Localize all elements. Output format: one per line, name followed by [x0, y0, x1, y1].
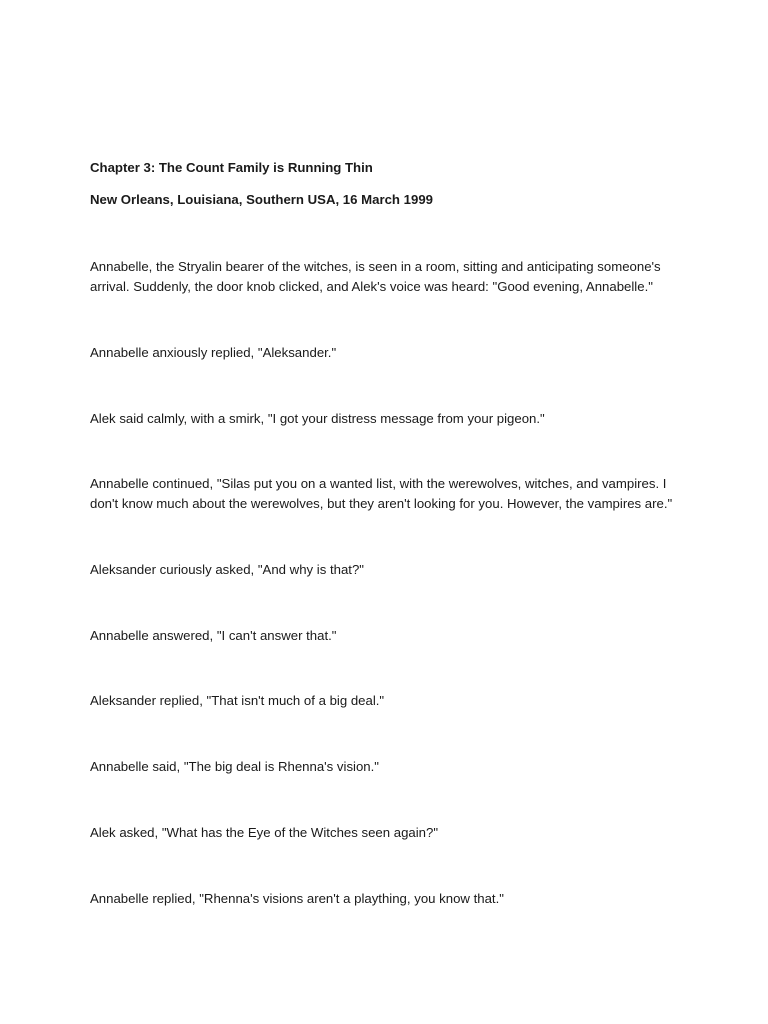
paragraph: Aleksander curiously asked, "And why is that?" — [90, 562, 364, 577]
paragraph: Alek asked, "What has the Eye of the Witches seen again?" — [90, 825, 439, 840]
paragraph: Annabelle said, "The big deal is Rhenna's vision." — [90, 759, 379, 774]
paragraph: Annabelle anxiously replied, "Aleksander." — [90, 345, 337, 360]
paragraph: Annabelle, the Stryalin bearer of the witches, is seen in a room, sitting and anticipating someone's arrival. Suddenly, the door knob clicked, and Alek's voice was heard: "Good evening, Annabelle." — [90, 259, 661, 294]
location-date-heading: New Orleans, Louisiana, Southern USA, 16 March 1999 — [90, 192, 433, 207]
paragraph: Aleksander replied, "That isn't much of a big deal." — [90, 693, 385, 708]
chapter-title: Chapter 3: The Count Family is Running Thin — [90, 160, 373, 175]
paragraph: Alek said calmly, with a smirk, "I got your distress message from your pigeon." — [90, 411, 545, 426]
paragraph: Annabelle continued, "Silas put you on a wanted list, with the werewolves, witches, and vampires. I don't know much about the werewolves, but they aren't looking for you. However, the vampires are." — [90, 476, 673, 511]
paragraph: Annabelle replied, "Rhenna's visions aren't a plaything, you know that." — [90, 891, 504, 906]
paragraph: Annabelle answered, "I can't answer that." — [90, 628, 337, 643]
